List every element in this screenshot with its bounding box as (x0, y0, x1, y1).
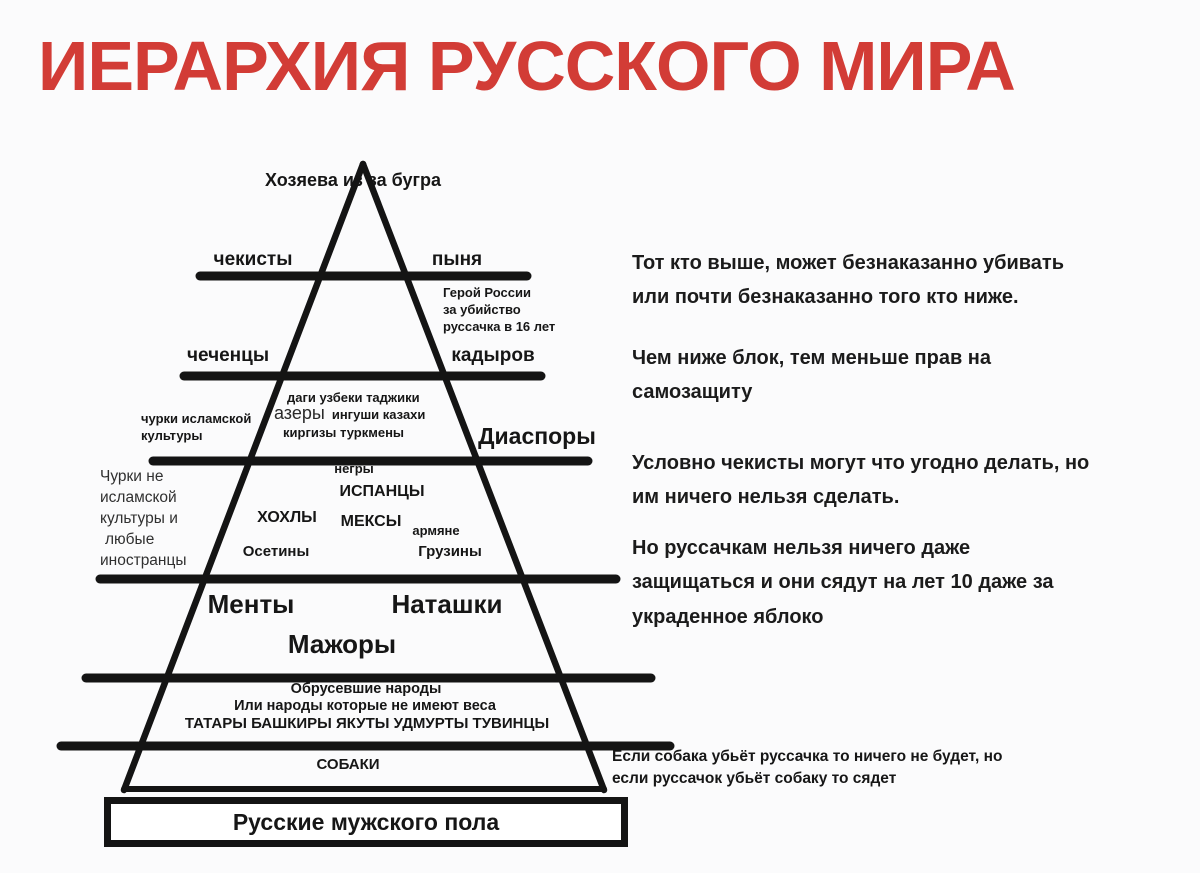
ispantsy-label: ИСПАНЦЫ (339, 483, 425, 500)
dog-note-line: если руссачок убьёт собаку то сядет (612, 770, 897, 788)
hero-note-line: руссачка в 16 лет (443, 319, 556, 335)
gruziny-label: Грузины (418, 543, 482, 560)
annotation-2 (632, 341, 991, 410)
annotation-2-line: Чем ниже блок, тем меньше прав на (632, 347, 991, 369)
note-non-islamic-line: Чурки не (100, 468, 164, 485)
meksy-label: МЕКСЫ (340, 513, 402, 530)
dog-note (612, 746, 1002, 791)
ethnic-line2-rest: ингуши казахи (331, 407, 426, 422)
menty-label: Менты (207, 589, 295, 619)
level1-left-label: чекисты (213, 249, 293, 270)
rusified-line3: ТАТАРЫ БАШКИРЫ ЯКУТЫ УДМУРТЫ ТУВИНЦЫ (184, 715, 550, 732)
armyane-label: армяне (412, 523, 460, 538)
level2-left-label: чеченцы (186, 345, 270, 366)
apex-label: Хозяева из за бугра (265, 170, 441, 190)
note-islamic-line: культуры (141, 428, 203, 444)
ethnic-line3: киргизы туркмены (283, 425, 405, 440)
annotation-3-line: Условно чекисты могут что угодно делать, но (632, 452, 1090, 474)
level1-right-label: пыня (431, 249, 483, 270)
negry-label: негры (334, 461, 374, 476)
natashki-label: Наташки (391, 589, 503, 619)
annotation-4-line: украденное яблоко (632, 605, 824, 628)
dog-note-line: Если собака убьёт руссачка то ничего не будет, но (612, 748, 1003, 765)
ethnic-line2 (274, 403, 425, 424)
annotation-3-line: им ничего нельзя сделать. (632, 486, 900, 509)
hero-note-line: за убийство (443, 302, 521, 318)
annotation-4-line: Но руссачкам нельзя ничего даже (632, 537, 971, 559)
rusified-line1: Обрусевшие народы (290, 681, 442, 697)
page-title: ИЕРАРХИЯ РУССКОГО МИРА (38, 27, 1015, 105)
hero-note-line: Герой России (443, 285, 531, 300)
note-non-islamic-line: иностранцы (100, 552, 187, 570)
level2-right-label: кадыров (451, 345, 535, 366)
annotation-4 (632, 531, 1054, 634)
note-non-islamic (100, 466, 187, 571)
osetiny-label: Осетины (242, 543, 310, 560)
ethnic-line1: даги узбеки таджики (287, 390, 420, 405)
base-box (104, 797, 628, 847)
mazhory-label: Мажоры (287, 629, 397, 659)
hero-note (443, 284, 555, 335)
annotation-1 (632, 246, 1064, 315)
diaspora-label: Диаспоры (478, 423, 596, 449)
note-non-islamic-line: любые (105, 531, 155, 549)
annotation-1-line: Тот кто выше, может безнаказанно убивать (632, 252, 1064, 274)
note-non-islamic-line: культуры и (100, 510, 178, 528)
annotation-2-line: самозащиту (632, 381, 753, 404)
note-islamic (141, 410, 251, 444)
annotation-3 (632, 446, 1089, 515)
sobaki-label: СОБАКИ (316, 756, 380, 773)
ethnic-line2-big: азеры (274, 403, 325, 423)
annotation-1-line: или почти безнаказанно того кто ниже. (632, 286, 1019, 309)
note-islamic-line: чурки исламской (141, 411, 252, 426)
rusified-line2: Или народы которые не имеют веса (234, 698, 496, 714)
base-box-label: Русские мужского пола (232, 808, 500, 835)
note-non-islamic-line: исламской (100, 489, 177, 507)
annotation-4-line: защищаться и они сядут на лет 10 даже за (632, 571, 1054, 594)
khokhly-label: ХОХЛЫ (257, 509, 317, 526)
